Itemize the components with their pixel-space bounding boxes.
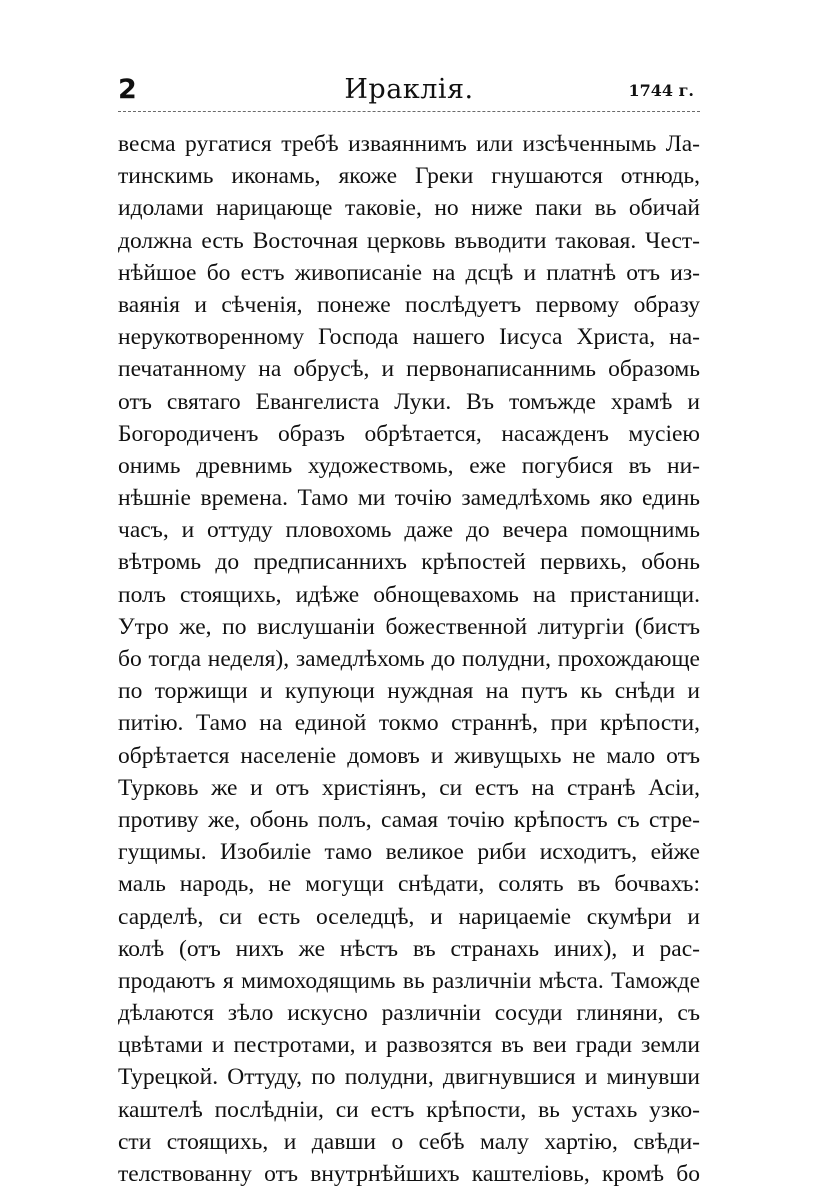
text-line: по торжищи и купуюци нуждная на путъ кь снѣди и xyxy=(118,678,700,705)
page-header xyxy=(118,74,700,110)
header-rule xyxy=(118,111,700,112)
text-line: полъ стоящихь, идѣже обнощевахомь на пристанищи. xyxy=(118,581,700,608)
text-line: противу же, обонь полъ, самая точію крѣпостъ съ стре- xyxy=(118,806,700,833)
text-line: каштелѣ послѣдніи, си естъ крѣпости, вь устахь узко- xyxy=(118,1096,700,1123)
text-line: бо тогда неделя), замедлѣхомь до полудни, прохождающе xyxy=(118,646,700,672)
text-line: нѣшніе времена. Тамо ми точію замедлѣхомь яко единь xyxy=(118,485,700,512)
text-line: тинскимь иконамь, якоже Греки гнушаются отнюдь, xyxy=(118,163,700,190)
text-line: Турковь же и отъ христіянъ, си естъ на странѣ Асіи, xyxy=(118,774,700,801)
text-line: продаютъ я мимоходящимь вь различніи мѣста. Таможде xyxy=(118,967,700,994)
text-line: маль народь, не могущи снѣдати, солять въ бочвахъ: xyxy=(118,871,700,898)
text-line: Богородиченъ образъ обрѣтается, насажденъ мусіею xyxy=(118,420,700,447)
text-line: часъ, и оттуду пловохомь даже до вечера помощнимь xyxy=(118,517,700,544)
running-title: Ираклія. xyxy=(344,74,474,105)
text-line: цвѣтами и пестротами, и развозятся въ веи гради земли xyxy=(118,1032,700,1059)
text-line: Турецкой. Оттуду, по полудни, двигнувшися и минувши xyxy=(118,1064,700,1091)
text-line: нѣйшое бо естъ живописаніе на дсцѣ и платнѣ отъ из- xyxy=(118,259,700,286)
text-line: гущимы. Изобиліе тамо великое риби исходитъ, ейже xyxy=(118,839,700,866)
text-line: питію. Тамо на единой токмо страннѣ, при крѣпости, xyxy=(118,710,700,737)
text-line: нерукотворенному Господа нашего Іисуса Христа, на- xyxy=(118,324,700,351)
body-text xyxy=(118,128,700,1190)
text-line: Утро же, по вислушаніи божественной литургіи (бистъ xyxy=(118,613,700,640)
text-line: дѣлаются зѣло искусно различніи сосуди глиняни, съ xyxy=(118,1000,700,1027)
text-line: идолами нарицающе таковіе, но ниже паки вь обичай xyxy=(118,195,700,222)
text-line: вѣтромь до предписаннихъ крѣпостей первихь, обонь xyxy=(118,549,700,576)
text-line: весма ругатися требѣ изваяннимъ или изсѣченнымь Ла- xyxy=(118,131,700,157)
text-line: ваянія и сѣченія, понеже послѣдуетъ первому образу xyxy=(118,291,700,318)
text-line: обрѣтается населеніе домовъ и живущыхь не мало отъ xyxy=(118,742,700,769)
text-line: сти стоящихь, и давши о себѣ малу хартію, свѣди- xyxy=(118,1128,700,1155)
page-number: 2 xyxy=(118,74,137,105)
text-line: печатанному на обрусѣ, и первонаписаннимь образомь xyxy=(118,356,700,383)
text-line: должна есть Восточная церковь въводити таковая. Чест- xyxy=(118,227,700,254)
text-line: онимь древнимь художествомь, еже погубися въ ни- xyxy=(118,452,700,479)
year-marker: 1744 г. xyxy=(628,81,694,100)
text-line: сарделѣ, си есть оселедцѣ, и нарицаеміе скумѣри и xyxy=(118,903,700,930)
text-line: телствованну отъ внутрнѣйшихъ каштеліовь, кромѣ бо xyxy=(118,1161,700,1187)
text-line: отъ святаго Евангелиста Луки. Въ томъжде храмѣ и xyxy=(118,388,700,415)
text-line: колѣ (отъ нихъ же нѣстъ въ странахь иних), и рас- xyxy=(118,935,700,962)
